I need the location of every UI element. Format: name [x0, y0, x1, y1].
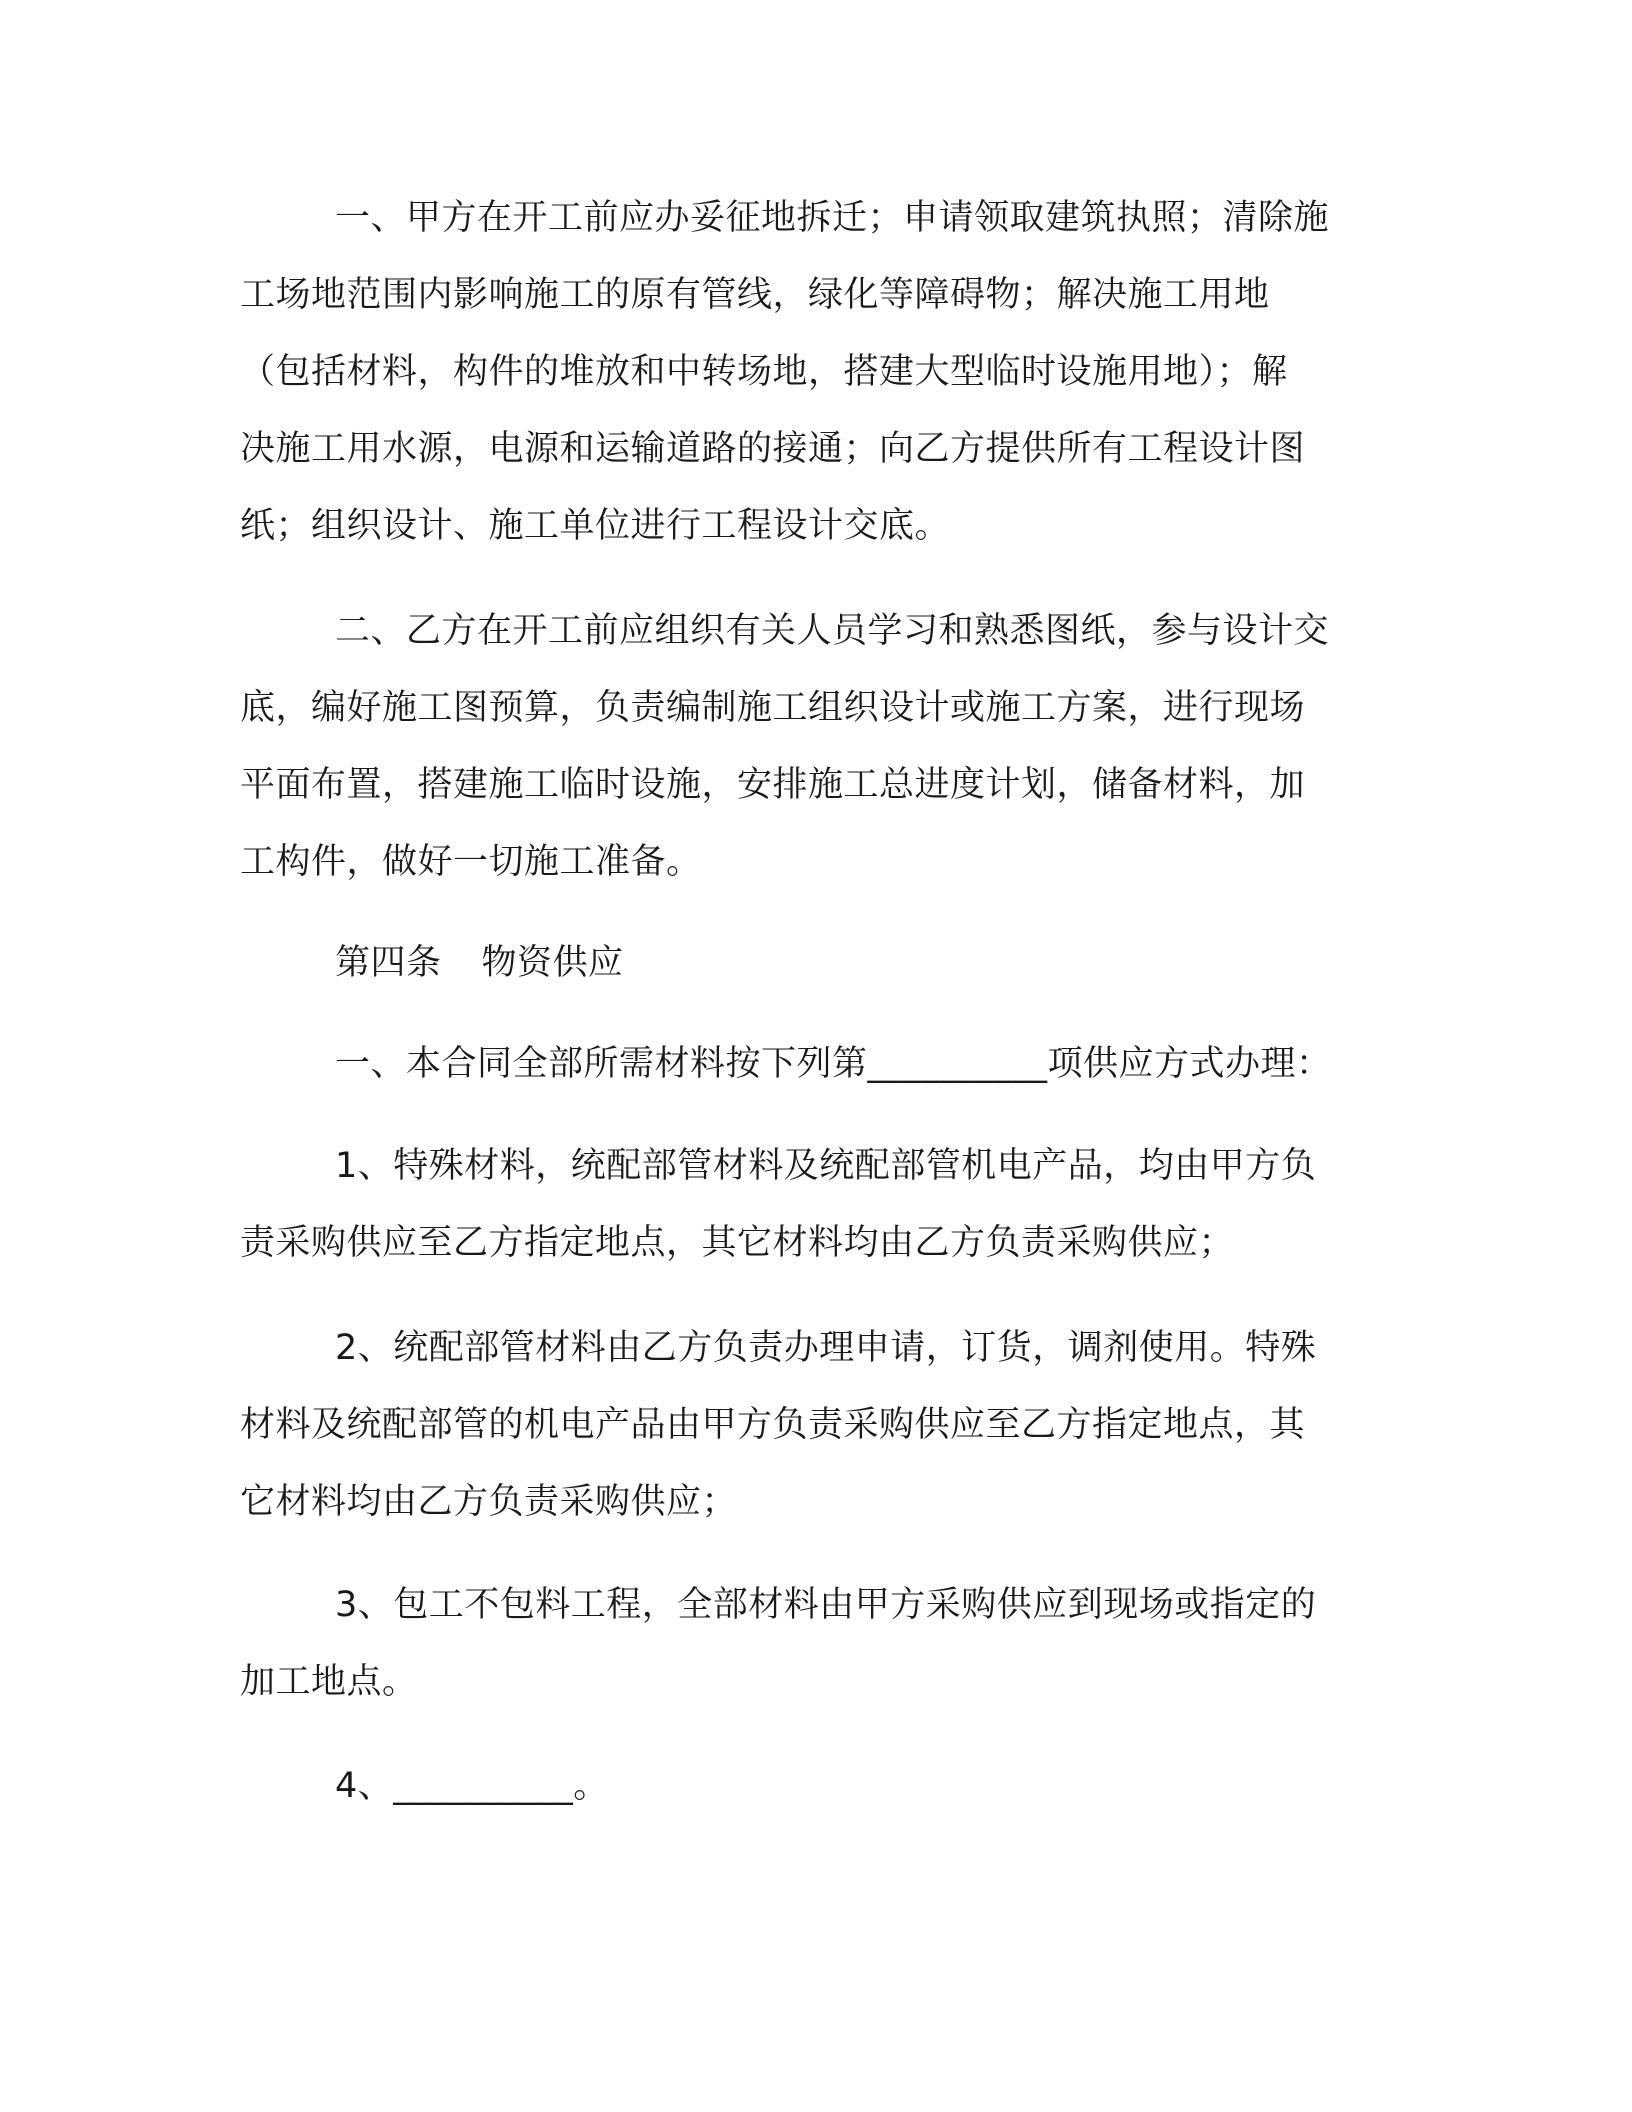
paragraph-line: 2、统配部管材料由乙方负责办理申请，订货，调剂使用。特殊	[335, 1328, 1317, 1368]
supply-method-prefix: 一、本合同全部所需材料按下列第	[335, 1044, 868, 1084]
paragraph-line: 3、包工不包料工程，全部材料由甲方采购供应到现场或指定的	[335, 1585, 1317, 1625]
paragraph-supply-option-3	[240, 1567, 1390, 1721]
paragraph-line: 纸；组织设计、施工单位进行工程设计交底。	[240, 506, 951, 546]
fill-in-blank: __________	[393, 1766, 574, 1806]
paragraph-line: 决施工用水源，电源和运输道路的接通；向乙方提供所有工程设计图	[240, 429, 1306, 469]
paragraph-line: 责采购供应至乙方指定地点，其它材料均由乙方负责采购供应；	[240, 1223, 1235, 1263]
article-number: 第四条	[335, 943, 442, 983]
article-heading	[335, 925, 624, 1002]
option-4-suffix: 。	[573, 1766, 609, 1806]
paragraph-supply-method	[335, 1026, 1332, 1103]
paragraph-supply-option-1	[240, 1128, 1390, 1282]
paragraph-preparation-party-b	[240, 593, 1390, 901]
paragraph-line: 二、乙方在开工前应组织有关人员学习和熟悉图纸，参与设计交	[335, 611, 1330, 651]
paragraph-site-preparation-party-a	[240, 180, 1390, 565]
paragraph-supply-option-2	[240, 1310, 1390, 1541]
paragraph-line: 工构件，做好一切施工准备。	[240, 842, 702, 882]
option-4-prefix: 4、	[335, 1766, 394, 1806]
paragraph-line: 底，编好施工图预算，负责编制施工组织设计或施工方案，进行现场	[240, 688, 1306, 728]
fill-in-blank: __________	[867, 1044, 1048, 1084]
paragraph-line: 它材料均由乙方负责采购供应；	[240, 1482, 738, 1522]
article-title: 物资供应	[481, 943, 624, 983]
paragraph-line: 加工地点。	[240, 1662, 418, 1702]
paragraph-line: 一、甲方在开工前应办妥征地拆迁；申请领取建筑执照；清除施	[335, 198, 1330, 238]
paragraph-line: 1、特殊材料，统配部管材料及统配部管机电产品，均由甲方负	[335, 1146, 1317, 1186]
paragraph-line: （包括材料，构件的堆放和中转场地，搭建大型临时设施用地）；解	[240, 352, 1288, 392]
paragraph-supply-option-4	[335, 1748, 609, 1825]
paragraph-line: 材料及统配部管的机电产品由甲方负责采购供应至乙方指定地点，其	[240, 1405, 1306, 1445]
paragraph-line: 平面布置，搭建施工临时设施，安排施工总进度计划，储备材料，加	[240, 765, 1306, 805]
supply-method-suffix: 项供应方式办理：	[1047, 1044, 1332, 1084]
paragraph-line: 工场地范围内影响施工的原有管线，绿化等障碍物；解决施工用地	[240, 275, 1270, 315]
